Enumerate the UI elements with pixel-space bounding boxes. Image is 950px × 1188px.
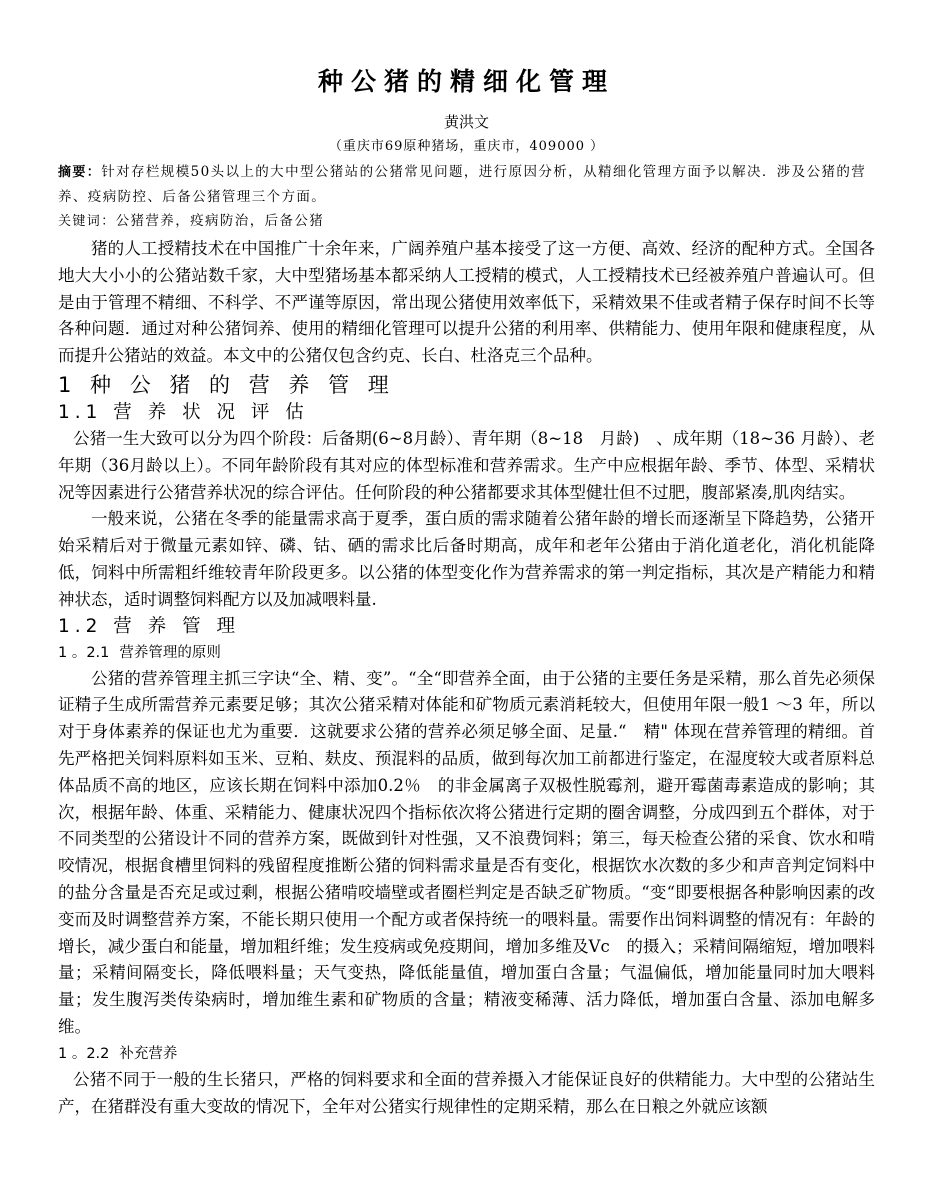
author-name: 黄洪文 (443, 113, 489, 131)
keywords (58, 209, 875, 234)
heading-title: 补充营养 (119, 1045, 178, 1062)
keywords-label: 关键词： (58, 214, 116, 229)
subsubsection-heading (58, 640, 875, 666)
document-title: 种公猪的精细化管理 (317, 67, 615, 96)
abstract-label: 摘要： (58, 165, 102, 180)
heading-number: 1 。2.2 (58, 1045, 110, 1062)
subsubsection-heading (58, 1041, 875, 1067)
abstract-text: 针对存栏规模50头以上的大中型公猪站的公猪常见问题，进行原因分析，从精细化管理方面予以解决．涉及公猪的营养、疫病防控、后备公猪管理三个方面。 (58, 164, 867, 205)
body-paragraph: 一般来说，公猪在冬季的能量需求高于夏季，蛋白质的需求随着公猪年龄的增长而逐渐呈下降趋势，公猪开始采精后对于微量元素如锌、磷、钴、硒的需求比后备时期高，成年和老年公猪由于消化道老化，消化机能降低，饲料中所需粗纤维较青年阶段更多。以公猪的体型变化作为营养需求的第一判定指标，其次是产精能力和精神状态，适时调整饲料配方以及加减喂料量. (58, 509, 875, 609)
subsection-heading: 1.1 营 养 状 况 评 估 (58, 401, 309, 423)
body-paragraph: 公猪不同于一般的生长猪只，严格的饲料要求和全面的营养摄入才能保证良好的供精能力。大中型的公猪站生产，在猪群没有重大变故的情况下，全年对公猪实行规律性的定期采精，那么在日粮之外就应该额 (58, 1069, 875, 1116)
keywords-text: 公猪营养，疫病防治，后备公猪 (115, 213, 325, 229)
author-affiliation: （重庆市69原种猪场，重庆市，409000 ） (328, 139, 605, 154)
body-paragraph: 公猪一生大致可以分为四个阶段：后备期(6~8月龄）、青年期（8~18 月龄) 、成年期（18~36 月龄）、老年期（36月龄以上）。不同年龄阶段有其对应的体型标准和营养需求。生产中应根据年龄、季节、体型、采精状况等因素进行公猪营养状况的综合评估。任何阶段的种公猪都要求其体型健壮但不过肥，腹部紧凑,肌肉结实。 (58, 428, 875, 502)
intro-paragraph: 猪的人工授精技术在中国推广十余年来，广阔养殖户基本接受了这一方便、高效、经济的配种方式。全国各地大大小小的公猪站数千家，大中型猪场基本都采纳人工授精的模式，人工授精技术已经被养殖户普遍认可。但是由于管理不精细、不科学、不严谨等原因，常出现公猪使用效率低下，采精效果不佳或者精子保存时间不长等各种问题．通过对种公猪饲养、使用的精细化管理可以提升公猪的利用率、供精能力、使用年限和健康程度，从而提升公猪站的效益。本文中的公猪仅包含约克、长白、杜洛克三个品种。 (58, 239, 875, 366)
subsection-heading: 1.2 营 养 管 理 (58, 615, 240, 637)
abstract (58, 160, 875, 209)
heading-number: 1 。2.1 (58, 644, 110, 661)
heading-title: 营养管理的原则 (119, 644, 221, 661)
section-heading: 1 种 公 猪 的 营 养 管 理 (58, 372, 395, 397)
body-paragraph: 公猪的营养管理主抓三字诀“全、精、变”。“全“即营养全面，由于公猪的主要任务是采精，那么首先必须保证精子生成所需营养元素要足够；其次公猪采精对体能和矿物质元素消耗较大，但使用年限一般1 ～3 年，所以对于身体素养的保证也尤为重要．这就要求公猪的营养必须足够全面、足量.“ 精" 体现在营养管理的精细。首先严格把关饲料原料如玉米、豆粕、麸皮、预混料的品质，做到每次加工前都进行鉴定，在湿度较大或者原料总体品质不高的地区，应该长期在饲料中添加0.2％ 的非金属离子双极性脱霉剂，避开霉菌毒素造成的影响；其次，根据年龄、体重、采精能力、健康状况四个指标依次将公猪进行定期的圈舍调整，分成四到五个群体，对于不同类型的公猪设计不同的营养方案，既做到针对性强，又不浪费饲料；第三，每天检查公猪的采食、饮水和啃咬情况，根据食槽里饲料的残留程度推断公猪的饲料需求量是否有变化，根据饮水次数的多少和声音判定饲料中的盐分含量是否充足或过剩，根据公猪啃咬墙壁或者圈栏判定是否缺乏矿物质。“变“即要根据各种影响因素的改变而及时调整营养方案，不能长期只使用一个配方或者保持统一的喂料量。需要作出饲料调整的情况有：年龄的增长，减少蛋白和能量，增加粗纤维；发生疫病或免疫期间，增加多维及Vc 的摄入；采精间隔缩短，增加喂料量；采精间隔变长，降低喂料量；天气变热，降低能量值，增加蛋白含量；气温偏低，增加能量同时加大喂料量；发生腹泻类传染病时，增加维生素和矿物质的含量；精液变稀薄、活力降低，增加蛋白含量、添加电解多维。 (58, 668, 875, 1036)
